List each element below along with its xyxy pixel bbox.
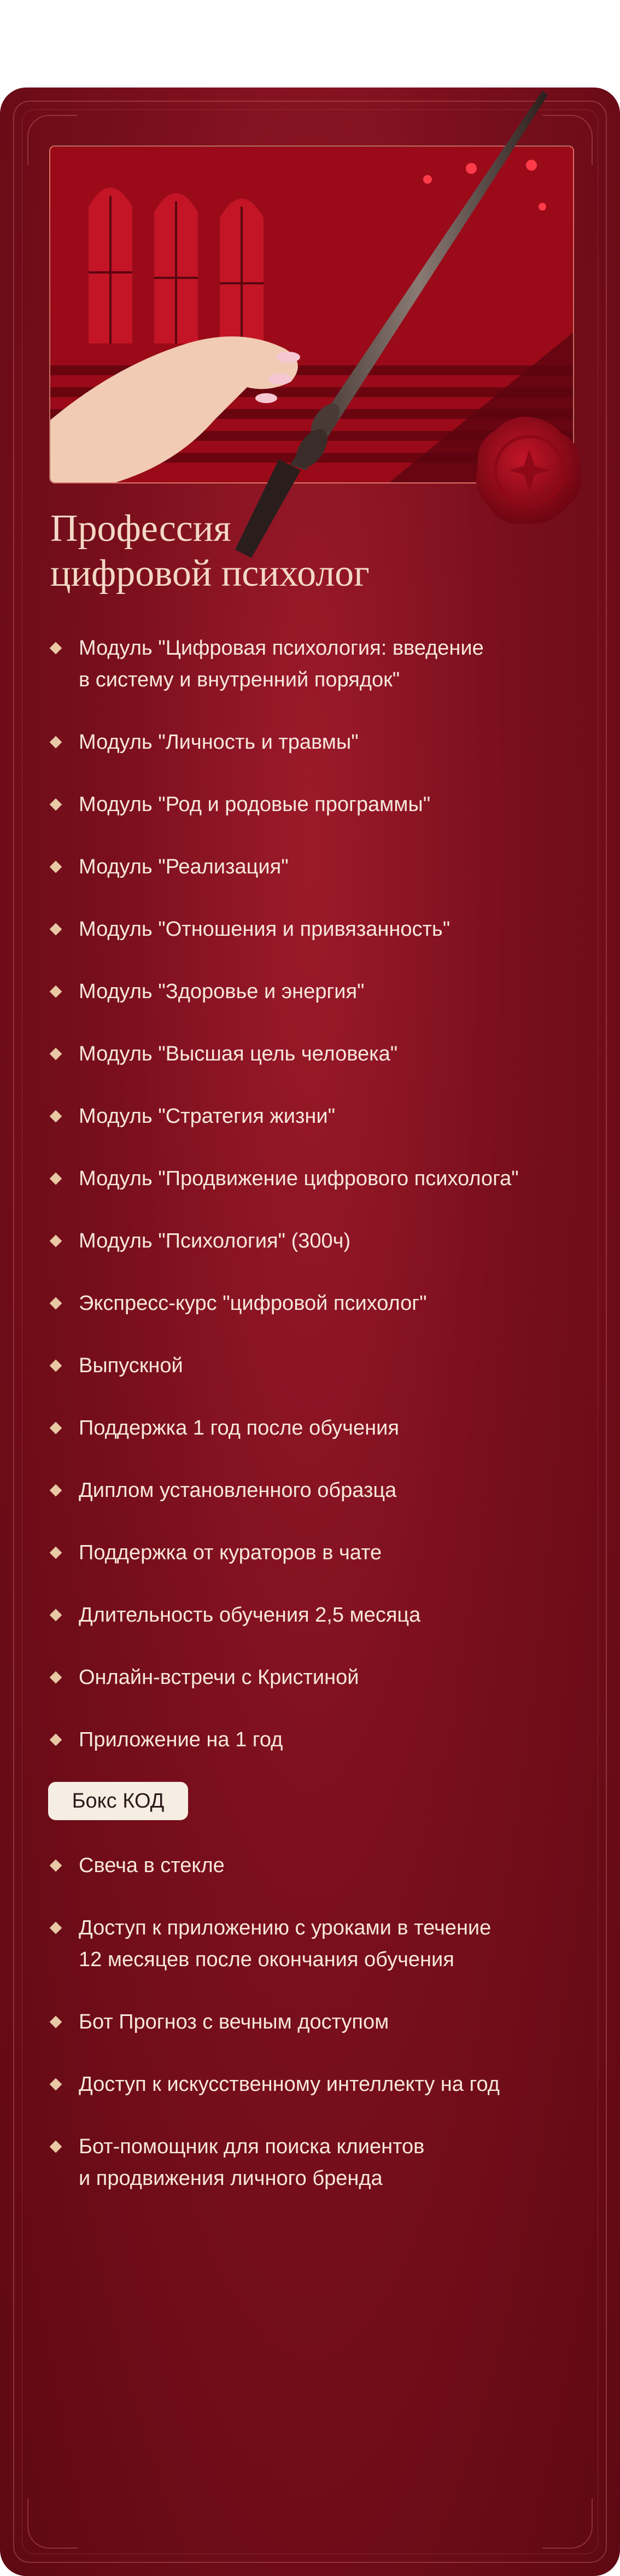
diamond-icon bbox=[50, 1110, 62, 1123]
list-item bbox=[48, 789, 430, 820]
list-item-text: Бот Прогноз с вечным доступом bbox=[79, 2010, 389, 2033]
list-item bbox=[48, 913, 450, 945]
list-item bbox=[48, 1850, 225, 1881]
list-item-text: Модуль "Психология" (300ч) bbox=[79, 1229, 351, 1252]
list-item bbox=[48, 1912, 491, 1975]
list-item-text: Выпускной bbox=[79, 1354, 183, 1377]
list-item-text: Модуль "Цифровая психология: введение в систему и внутренний порядок" bbox=[79, 637, 484, 691]
diamond-icon bbox=[50, 861, 62, 873]
list-item-text: Доступ к искусственному интеллекту на год bbox=[79, 2073, 500, 2096]
list-item bbox=[48, 1287, 427, 1319]
list-item bbox=[48, 1724, 283, 1756]
diamond-icon bbox=[50, 1235, 62, 1248]
list-item-text: Поддержка 1 год после обучения bbox=[79, 1417, 399, 1439]
list-item bbox=[48, 851, 289, 883]
diamond-icon bbox=[50, 1048, 62, 1060]
list-item-text: Приложение на 1 год bbox=[79, 1728, 283, 1751]
diamond-icon bbox=[50, 2078, 62, 2091]
diamond-icon bbox=[50, 799, 62, 811]
list-item-text: Онлайн-встречи с Кристиной bbox=[79, 1666, 359, 1689]
title-line-1: Профессия bbox=[50, 508, 231, 550]
list-item-text: Длительность обучения 2,5 месяца bbox=[79, 1604, 421, 1627]
list-item bbox=[48, 726, 359, 758]
diamond-icon bbox=[50, 2016, 62, 2029]
list-item-text: Модуль "Стратегия жизни" bbox=[79, 1105, 336, 1128]
diamond-icon bbox=[50, 736, 62, 749]
diamond-icon bbox=[50, 1422, 62, 1435]
diamond-icon bbox=[50, 1734, 62, 1746]
list-item bbox=[48, 2131, 424, 2194]
list-item-text: Бот-помощник для поиска клиентов и продвижения личного бренда bbox=[79, 2135, 425, 2190]
list-item-text: Модуль "Личность и травмы" bbox=[79, 731, 359, 754]
list-item bbox=[48, 1537, 382, 1569]
course-card bbox=[0, 88, 620, 2576]
list-item-text: Экспресс-курс "цифровой психолог" bbox=[79, 1292, 427, 1315]
list-item-text: Модуль "Высшая цель человека" bbox=[79, 1042, 398, 1065]
diamond-icon bbox=[50, 642, 62, 655]
list-item-text: Поддержка от кураторов в чате bbox=[79, 1541, 382, 1564]
diamond-icon bbox=[50, 1297, 62, 1310]
list-item-text: Модуль "Реализация" bbox=[79, 855, 289, 878]
list-item bbox=[48, 1100, 335, 1132]
page-title bbox=[50, 506, 542, 596]
diamond-icon bbox=[50, 1860, 62, 1872]
diamond-icon bbox=[50, 923, 62, 936]
list-item bbox=[48, 1599, 420, 1631]
diamond-icon bbox=[50, 1360, 62, 1372]
list-item-text: Модуль "Отношения и привязанность" bbox=[79, 918, 451, 941]
diamond-icon bbox=[50, 1484, 62, 1497]
list-item bbox=[48, 1475, 396, 1506]
diamond-icon bbox=[50, 986, 62, 998]
diamond-icon bbox=[50, 2141, 62, 2153]
list-item bbox=[48, 1662, 359, 1693]
list-item-text: Доступ к приложению с уроками в течение 12 месяцев после окончания обучения bbox=[79, 1916, 492, 1971]
list-item bbox=[48, 1225, 350, 1257]
list-item bbox=[48, 1412, 399, 1444]
diamond-icon bbox=[50, 1173, 62, 1185]
list-item bbox=[48, 1350, 183, 1382]
list-item-text: Модуль "Здоровье и энергия" bbox=[79, 980, 365, 1003]
corner-ornament-icon bbox=[27, 2498, 78, 2549]
list-item bbox=[48, 632, 484, 696]
corner-ornament-icon bbox=[542, 2498, 593, 2549]
list-item-text: Свеча в стекле bbox=[79, 1854, 225, 1877]
list-item-text: Диплом установленного образца bbox=[79, 1479, 397, 1502]
diamond-icon bbox=[50, 1922, 62, 1934]
list-item bbox=[48, 2068, 500, 2100]
list-item bbox=[48, 1163, 519, 1194]
list-item bbox=[48, 2006, 389, 2038]
diamond-icon bbox=[50, 1609, 62, 1622]
title-line-2: цифровой психолог bbox=[50, 552, 370, 595]
diamond-icon bbox=[50, 1671, 62, 1684]
list-item-text: Модуль "Род и родовые программы" bbox=[79, 793, 431, 816]
box-badge: Бокс КОД bbox=[48, 1782, 188, 1820]
list-item-text: Модуль "Продвижение цифрового психолога" bbox=[79, 1167, 519, 1190]
list-item bbox=[48, 1038, 397, 1070]
list-item bbox=[48, 976, 365, 1007]
diamond-icon bbox=[50, 1547, 62, 1559]
